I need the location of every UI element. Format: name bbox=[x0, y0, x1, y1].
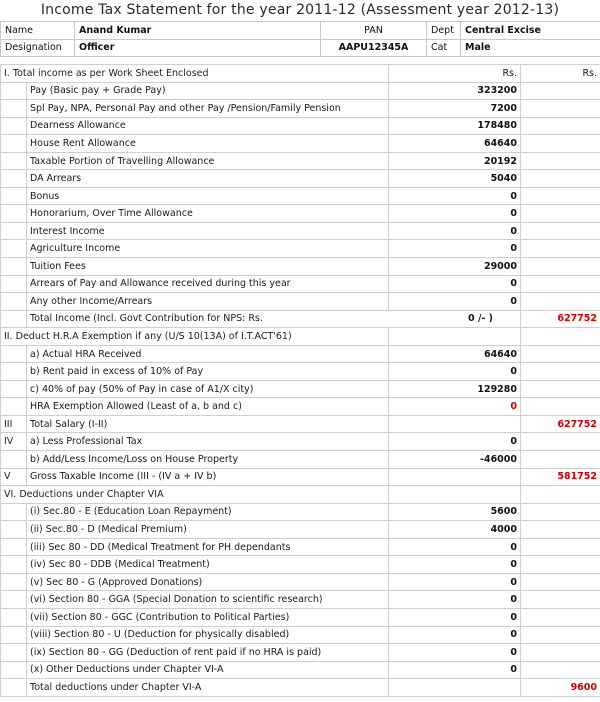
deduction-item-label: (x) Other Deductions under Chapter VI-A bbox=[27, 661, 389, 679]
income-item-amount: 29000 bbox=[389, 258, 521, 276]
table-row bbox=[1, 608, 600, 626]
table-row bbox=[1, 240, 600, 258]
deduction-item-amount: 0 bbox=[389, 556, 521, 574]
house-property-row bbox=[1, 451, 600, 469]
dept-label: Dept bbox=[427, 22, 461, 40]
professional-tax-value: 0 bbox=[389, 433, 521, 451]
row-number bbox=[1, 451, 27, 469]
hra-item-amount: 0 bbox=[389, 363, 521, 381]
section-6-header bbox=[1, 486, 600, 504]
total-cell bbox=[521, 328, 600, 346]
deduction-item-label: (viii) Section 80 - U (Deduction for physically disabled) bbox=[27, 626, 389, 644]
deduction-item-amount: 0 bbox=[389, 661, 521, 679]
deduction-item-label: (vi) Section 80 - GGA (Special Donation to scientific research) bbox=[27, 591, 389, 609]
table-row bbox=[1, 380, 600, 398]
total-salary-value: 627752 bbox=[521, 415, 600, 433]
total-deductions-row bbox=[1, 679, 600, 697]
table-row bbox=[1, 363, 600, 381]
amount-cell bbox=[389, 679, 521, 697]
gross-taxable-income-label: Gross Taxable Income (III - (IV a + IV b) bbox=[27, 468, 389, 486]
table-row bbox=[1, 293, 600, 311]
income-item-label: Interest Income bbox=[27, 222, 389, 240]
row-number bbox=[1, 152, 27, 170]
amount-cell bbox=[389, 415, 521, 433]
total-income-label: Total Income (Incl. Govt Contribution for NPS: Rs. bbox=[30, 313, 263, 325]
rs-column-header: Rs. bbox=[389, 65, 521, 83]
total-cell bbox=[521, 573, 600, 591]
table-row bbox=[1, 661, 600, 679]
row-number bbox=[1, 398, 27, 416]
deduction-item-amount: 0 bbox=[389, 538, 521, 556]
total-cell bbox=[521, 275, 600, 293]
row-number bbox=[1, 275, 27, 293]
income-item-amount: 7200 bbox=[389, 100, 521, 118]
income-item-label: Dearness Allowance bbox=[27, 117, 389, 135]
pan-value: AAPU12345A bbox=[321, 39, 427, 57]
income-tax-table bbox=[0, 64, 600, 697]
deduction-item-label: (iv) Sec 80 - DDB (Medical Treatment) bbox=[27, 556, 389, 574]
row-number bbox=[1, 170, 27, 188]
row-number bbox=[1, 380, 27, 398]
row-number bbox=[1, 222, 27, 240]
total-cell bbox=[521, 170, 600, 188]
row-number bbox=[1, 82, 27, 100]
hra-item-amount: 64640 bbox=[389, 345, 521, 363]
total-cell bbox=[521, 135, 600, 153]
deduction-item-amount: 0 bbox=[389, 608, 521, 626]
row-number bbox=[1, 293, 27, 311]
total-cell bbox=[521, 100, 600, 118]
row-number bbox=[1, 503, 27, 521]
total-cell bbox=[521, 503, 600, 521]
table-row bbox=[1, 626, 600, 644]
total-cell bbox=[521, 258, 600, 276]
total-cell bbox=[521, 398, 600, 416]
row-number bbox=[1, 538, 27, 556]
name-value: Anand Kumar bbox=[75, 22, 321, 40]
pan-label: PAN bbox=[321, 22, 427, 40]
total-cell bbox=[521, 538, 600, 556]
deduction-item-amount: 5600 bbox=[389, 503, 521, 521]
house-property-label: b) Add/Less Income/Loss on House Property bbox=[27, 451, 389, 469]
income-item-label: Honorarium, Over Time Allowance bbox=[27, 205, 389, 223]
table-row bbox=[1, 556, 600, 574]
section-title: II. Deduct H.R.A Exemption if any (U/S 10(13A) of I.T.ACT'61) bbox=[1, 328, 389, 346]
row-number bbox=[1, 661, 27, 679]
row-number bbox=[1, 626, 27, 644]
row-number bbox=[1, 608, 27, 626]
total-cell bbox=[521, 521, 600, 539]
total-salary-row bbox=[1, 415, 600, 433]
designation-value: Officer bbox=[75, 39, 321, 57]
hra-exemption-value: 0 bbox=[389, 398, 521, 416]
deduction-item-amount: 0 bbox=[389, 591, 521, 609]
name-label: Name bbox=[1, 22, 75, 40]
designation-label: Designation bbox=[1, 39, 75, 57]
row-number bbox=[1, 258, 27, 276]
total-cell bbox=[521, 187, 600, 205]
income-item-amount: 0 bbox=[389, 275, 521, 293]
income-item-amount: 323200 bbox=[389, 82, 521, 100]
row-number bbox=[1, 345, 27, 363]
income-item-label: DA Arrears bbox=[27, 170, 389, 188]
statement-title: Income Tax Statement for the year 2011-12 (Assessment year 2012-13) bbox=[40, 2, 560, 18]
total-cell bbox=[521, 661, 600, 679]
table-row bbox=[1, 275, 600, 293]
total-cell bbox=[521, 152, 600, 170]
total-cell bbox=[521, 556, 600, 574]
income-item-label: Arrears of Pay and Allowance received during this year bbox=[27, 275, 389, 293]
total-cell bbox=[521, 380, 600, 398]
total-cell bbox=[521, 591, 600, 609]
row-number bbox=[1, 310, 27, 328]
section-2-header bbox=[1, 328, 600, 346]
deduction-item-amount: 0 bbox=[389, 573, 521, 591]
nps-contribution-value: 0 /- ) bbox=[468, 313, 494, 325]
income-item-amount: 0 bbox=[389, 222, 521, 240]
table-row bbox=[1, 591, 600, 609]
deduction-item-amount: 4000 bbox=[389, 521, 521, 539]
income-item-amount: 178480 bbox=[389, 117, 521, 135]
section-number: IV bbox=[1, 433, 27, 451]
table-row bbox=[1, 521, 600, 539]
row-number bbox=[1, 644, 27, 662]
total-income-value: 627752 bbox=[521, 310, 600, 328]
total-cell bbox=[521, 117, 600, 135]
total-cell bbox=[521, 222, 600, 240]
amount-cell bbox=[389, 468, 521, 486]
amount-cell bbox=[389, 486, 521, 504]
hra-item-amount: 129280 bbox=[389, 380, 521, 398]
income-item-label: House Rent Allowance bbox=[27, 135, 389, 153]
total-cell bbox=[521, 608, 600, 626]
row-number bbox=[1, 135, 27, 153]
income-item-label: Agriculture Income bbox=[27, 240, 389, 258]
income-item-label: Bonus bbox=[27, 187, 389, 205]
table-row bbox=[1, 345, 600, 363]
deduction-item-label: (ix) Section 80 - GG (Deduction of rent paid if no HRA is paid) bbox=[27, 644, 389, 662]
professional-tax-label: a) Less Professional Tax bbox=[27, 433, 389, 451]
table-row bbox=[1, 135, 600, 153]
total-income-cell bbox=[27, 310, 521, 328]
table-row bbox=[1, 503, 600, 521]
professional-tax-row bbox=[1, 433, 600, 451]
cat-value: Male bbox=[461, 39, 600, 57]
table-row bbox=[1, 258, 600, 276]
table-row bbox=[1, 100, 600, 118]
table-row bbox=[1, 117, 600, 135]
hra-item-label: b) Rent paid in excess of 10% of Pay bbox=[27, 363, 389, 381]
row-number bbox=[1, 679, 27, 697]
income-item-label: Any other Income/Arrears bbox=[27, 293, 389, 311]
deduction-item-amount: 0 bbox=[389, 644, 521, 662]
income-item-label: Spl Pay, NPA, Personal Pay and other Pay /Pension/Family Pension bbox=[27, 100, 389, 118]
income-item-amount: 0 bbox=[389, 293, 521, 311]
hra-exemption-label: HRA Exemption Allowed (Least of a, b and c) bbox=[27, 398, 389, 416]
total-deductions-label: Total deductions under Chapter VI-A bbox=[27, 679, 389, 697]
total-cell bbox=[521, 433, 600, 451]
row-number bbox=[1, 521, 27, 539]
deduction-item-label: (v) Sec 80 - G (Approved Donations) bbox=[27, 573, 389, 591]
table-row bbox=[1, 222, 600, 240]
table-row bbox=[1, 82, 600, 100]
hra-item-label: c) 40% of pay (50% of Pay in case of A1/X city) bbox=[27, 380, 389, 398]
total-cell bbox=[521, 451, 600, 469]
row-number bbox=[1, 591, 27, 609]
income-item-amount: 64640 bbox=[389, 135, 521, 153]
total-cell bbox=[521, 240, 600, 258]
house-property-value: -46000 bbox=[389, 451, 521, 469]
table-row bbox=[1, 152, 600, 170]
income-item-label: Tuition Fees bbox=[27, 258, 389, 276]
total-cell bbox=[521, 82, 600, 100]
income-item-amount: 20192 bbox=[389, 152, 521, 170]
deduction-item-label: (i) Sec.80 - E (Education Loan Repayment) bbox=[27, 503, 389, 521]
table-row bbox=[1, 644, 600, 662]
deduction-item-amount: 0 bbox=[389, 626, 521, 644]
section-number: V bbox=[1, 468, 27, 486]
section-1-header bbox=[1, 65, 600, 83]
row-number bbox=[1, 573, 27, 591]
deduction-item-label: (vii) Section 80 - GGC (Contribution to Political Parties) bbox=[27, 608, 389, 626]
total-income-row bbox=[1, 310, 600, 328]
dept-value: Central Excise bbox=[461, 22, 600, 40]
total-cell bbox=[521, 205, 600, 223]
table-row bbox=[1, 573, 600, 591]
income-item-amount: 0 bbox=[389, 205, 521, 223]
amount-cell bbox=[389, 328, 521, 346]
row-number bbox=[1, 187, 27, 205]
total-cell bbox=[521, 293, 600, 311]
income-item-amount: 5040 bbox=[389, 170, 521, 188]
table-row bbox=[1, 187, 600, 205]
section-number: III bbox=[1, 415, 27, 433]
hra-item-label: a) Actual HRA Received bbox=[27, 345, 389, 363]
total-cell bbox=[521, 486, 600, 504]
total-deductions-value: 9600 bbox=[521, 679, 600, 697]
row-number bbox=[1, 100, 27, 118]
income-item-label: Pay (Basic pay + Grade Pay) bbox=[27, 82, 389, 100]
total-salary-label: Total Salary (I-II) bbox=[27, 415, 389, 433]
row-number bbox=[1, 205, 27, 223]
table-row bbox=[1, 170, 600, 188]
cat-label: Cat bbox=[427, 39, 461, 57]
employee-details bbox=[0, 21, 600, 57]
row-number bbox=[1, 363, 27, 381]
income-item-amount: 0 bbox=[389, 187, 521, 205]
income-item-amount: 0 bbox=[389, 240, 521, 258]
section-title: VI. Deductions under Chapter VIA bbox=[1, 486, 389, 504]
total-cell bbox=[521, 626, 600, 644]
deduction-item-label: (iii) Sec 80 - DD (Medical Treatment for PH dependants bbox=[27, 538, 389, 556]
row-number bbox=[1, 556, 27, 574]
total-cell bbox=[521, 363, 600, 381]
gross-taxable-income-value: 581752 bbox=[521, 468, 600, 486]
income-item-label: Taxable Portion of Travelling Allowance bbox=[27, 152, 389, 170]
total-cell bbox=[521, 644, 600, 662]
row-number bbox=[1, 240, 27, 258]
table-row bbox=[1, 205, 600, 223]
deduction-item-label: (ii) Sec.80 - D (Medical Premium) bbox=[27, 521, 389, 539]
total-cell bbox=[521, 345, 600, 363]
hra-exemption-row bbox=[1, 398, 600, 416]
row-number bbox=[1, 117, 27, 135]
table-row bbox=[1, 538, 600, 556]
section-title: I. Total income as per Work Sheet Enclosed bbox=[1, 65, 389, 83]
rs-column-header: Rs. bbox=[521, 65, 600, 83]
gross-taxable-income-row bbox=[1, 468, 600, 486]
